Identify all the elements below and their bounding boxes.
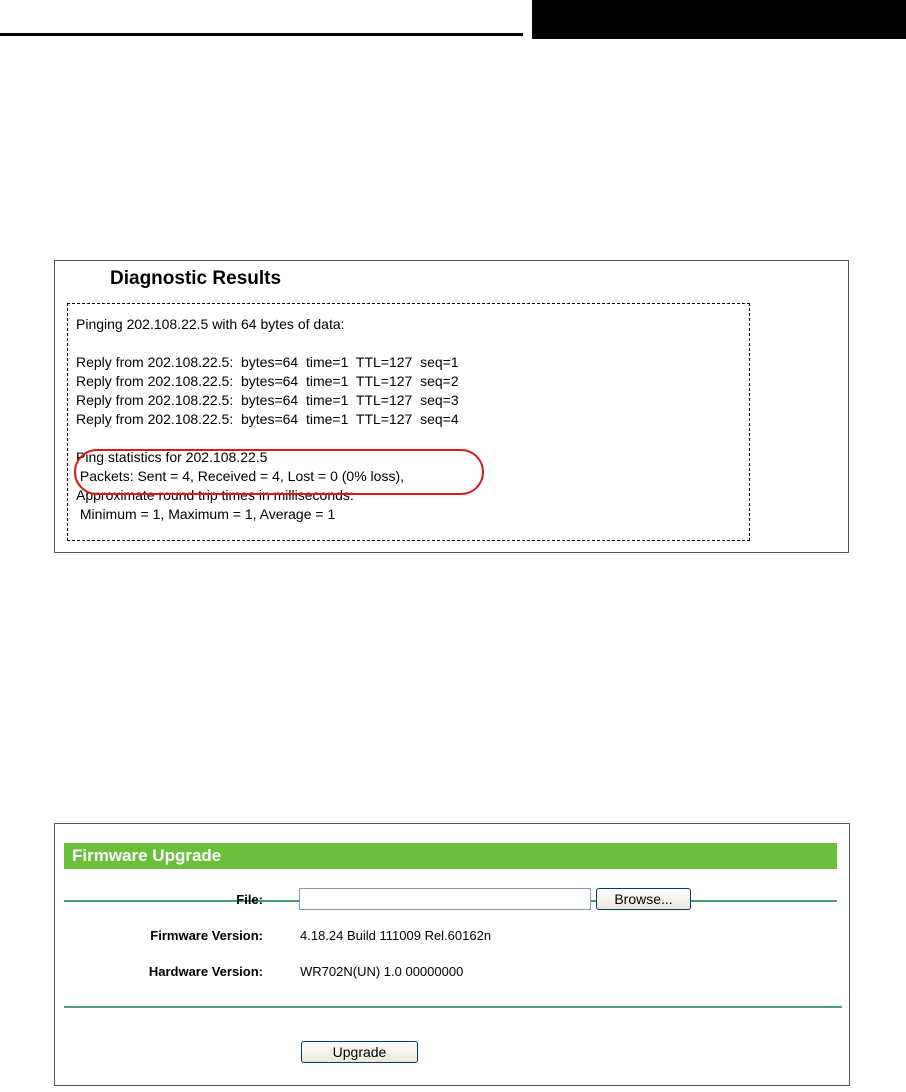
section-divider-bottom (64, 1006, 842, 1008)
header-rule (0, 0, 523, 36)
round-trip-values-line: Minimum = 1, Maximum = 1, Average = 1 (76, 506, 336, 522)
ping-statistics-line: Ping statistics for 202.108.22.5 (76, 449, 268, 465)
browse-button[interactable]: Browse... (596, 888, 691, 910)
output-line: Pinging 202.108.22.5 with 64 bytes of data: (76, 316, 345, 332)
round-trip-heading-line: Approximate round trip times in milliseconds: (76, 487, 354, 503)
file-label: File: (236, 892, 263, 907)
firmware-version-value: 4.18.24 Build 111009 Rel.60162n (300, 928, 492, 943)
packets-summary-line: Packets: Sent = 4, Received = 4, Lost = 0 (0% loss), (76, 468, 405, 484)
firmware-upgrade-panel (54, 823, 850, 1086)
upgrade-button[interactable]: Upgrade (301, 1041, 418, 1063)
highlight-oval (74, 449, 484, 495)
firmware-version-label: Firmware Version: (150, 928, 263, 943)
diagnostic-output-box (67, 303, 750, 541)
firmware-upgrade-title-bar (64, 843, 837, 869)
header-black-block (532, 0, 906, 39)
file-path-input[interactable] (299, 888, 591, 910)
hardware-version-label: Hardware Version: (148, 964, 263, 979)
diagnostic-results-panel (54, 260, 849, 553)
diagnostic-results-title: Diagnostic Results (110, 268, 282, 289)
output-line: Reply from 202.108.22.5: bytes=64 time=1 TTL=127 seq=1 (76, 354, 459, 370)
output-line: Reply from 202.108.22.5: bytes=64 time=1 TTL=127 seq=4 (76, 411, 459, 427)
hardware-version-value: WR702N(UN) 1.0 00000000 (300, 964, 464, 979)
output-line: Reply from 202.108.22.5: bytes=64 time=1 TTL=127 seq=3 (76, 392, 459, 408)
firmware-upgrade-title: Firmware Upgrade (72, 846, 222, 865)
output-line: Reply from 202.108.22.5: bytes=64 time=1 TTL=127 seq=2 (76, 373, 459, 389)
